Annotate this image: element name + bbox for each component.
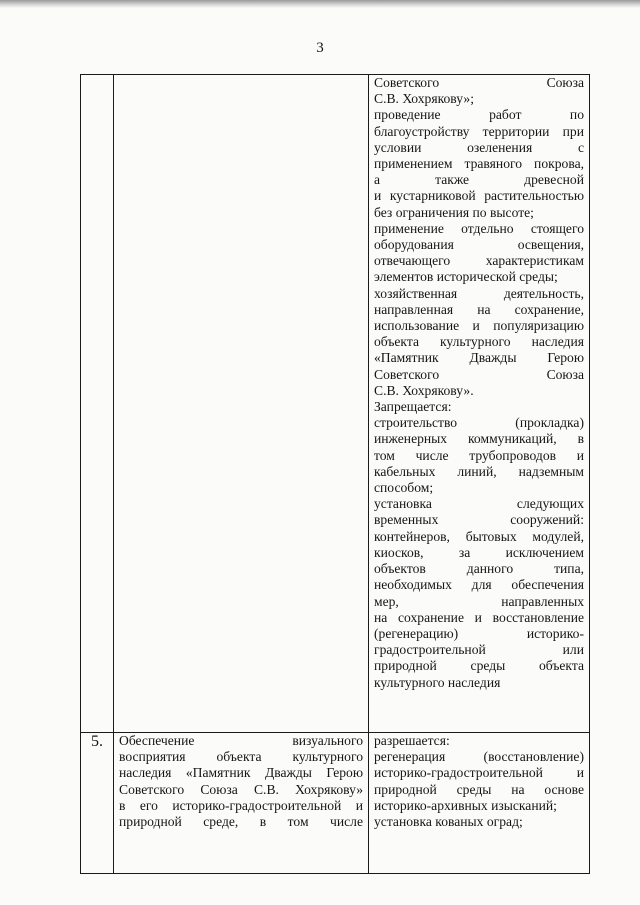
text-line: объектов данного типа, [374,561,584,577]
text-line: Запрещается: [374,399,452,415]
text-line: благоустройству территории при [374,123,584,139]
text-line: применением травяного покрова, [374,156,584,172]
text-line: оборудования освещения, [374,237,584,253]
text-line: установка кованых оград; [374,814,523,830]
text-line: восприятия объекта культурного [119,749,363,765]
text-line: (регенерацию) историко- [374,625,584,641]
text-line: историко-градостроительной и [374,765,584,781]
text-line: разрешается: [374,733,450,748]
text-line: способом; [374,480,434,496]
text-line: природной среде, в том числе [119,814,363,830]
text-line: и кустарниковой растительностью [374,188,584,204]
text-line: мер, направленных [374,593,584,609]
row-regulations-cell [369,75,590,733]
description-text [114,733,368,830]
text-line: наследия «Памятник Дважды Герою [119,765,363,781]
scan-edge-shadow [0,0,640,8]
text-line: Советского Союза [374,366,584,382]
text-line: объекта культурного наследия [374,334,584,350]
text-line: Советского Союза С.В. Хохрякову» [119,781,363,797]
text-line: природной среды на основе [374,781,584,797]
page-number: 3 [316,40,324,56]
regulations-text [369,75,589,691]
text-line: Обеспечение визуального [119,733,363,748]
text-line: «Памятник Дважды Герою [374,350,584,366]
text-line: временных сооружений: [374,512,584,528]
text-line: киосков, за исключением [374,544,584,560]
text-line: элементов исторической среды; [374,269,558,285]
text-line: использование и популяризацию [374,318,584,334]
text-line: направленная на сохранение, [374,301,584,317]
text-line: на сохранение и восстановление [374,609,584,625]
text-line: установка следующих [374,496,584,512]
text-line: инженерных коммуникаций, в [374,431,584,447]
table-row [81,733,590,874]
text-line: проведение работ по [374,107,584,123]
row-description-cell [114,733,369,874]
row-description-cell [114,75,369,733]
text-line: С.В. Хохрякову». [374,382,474,398]
text-line: регенерация (восстановление) [374,749,584,765]
text-line: том числе трубопроводов и [374,447,584,463]
regulations-table [80,74,590,874]
text-line: необходимых для обеспечения [374,577,584,593]
text-line: контейнеров, бытовых модулей, [374,528,584,544]
text-line: культурного наследия [374,674,501,690]
text-line: градостроительной или [374,642,584,658]
text-line: без ограничения по высоте; [374,204,534,220]
text-line: отвечающего характеристикам [374,253,584,269]
text-line: применение отдельно стоящего [374,220,584,236]
row-number-cell [81,75,114,733]
text-line: а также древесной [374,172,584,188]
table-row [81,75,590,733]
text-line: кабельных линий, надземным [374,463,584,479]
text-line: Советского Союза [374,75,584,90]
row-number-cell: 5. [81,733,114,874]
text-line: строительство (прокладка) [374,415,584,431]
text-line: в его историко-градостроительной и [119,797,363,813]
text-line: условии озеленения с [374,139,584,155]
text-line: хозяйственная деятельность, [374,285,584,301]
text-line: С.В. Хохрякову»; [374,91,474,107]
text-line: историко-архивных изысканий; [374,797,557,813]
text-line: природной среды объекта [374,658,584,674]
row-regulations-cell [369,733,590,874]
regulations-text [369,733,589,830]
